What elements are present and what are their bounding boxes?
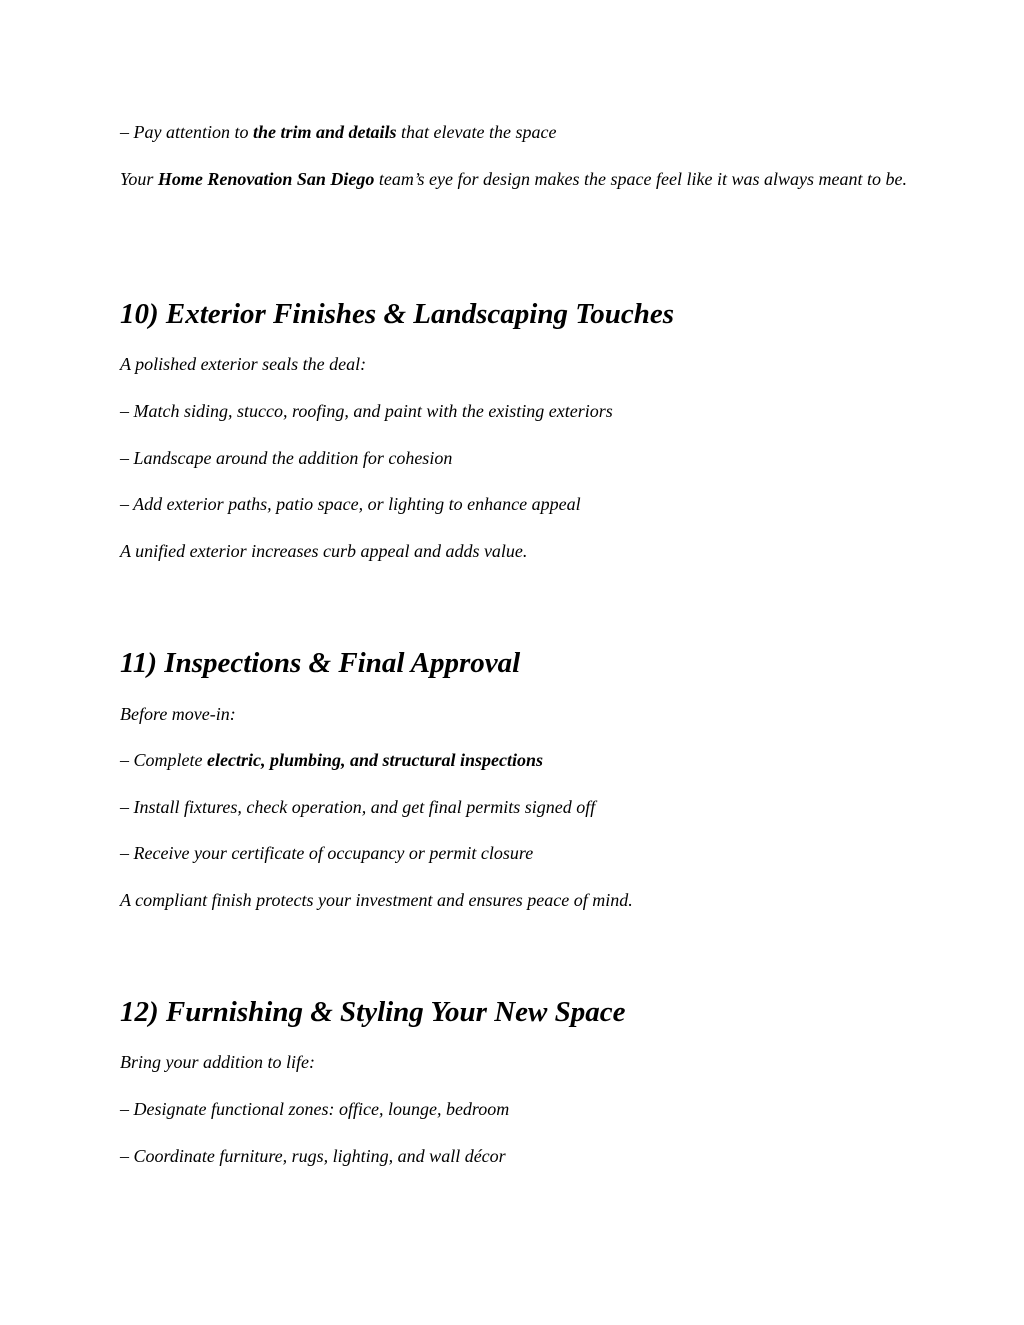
section-12-item-2: – Coordinate furniture, rugs, lighting, and wall décor	[120, 1146, 506, 1166]
section-10-heading: 10) Exterior Finishes & Landscaping Touches	[120, 298, 675, 330]
section-11-item-2: – Install fixtures, check operation, and get final permits signed off	[120, 797, 596, 817]
trim-details-bullet	[120, 121, 920, 144]
section-12-heading: 12) Furnishing & Styling Your New Space	[120, 996, 626, 1028]
team-bold-text: Home Renovation San Diego	[157, 169, 375, 189]
trim-bold-text: the trim and details	[252, 122, 397, 142]
inspection-bold-text: electric, plumbing, and structural inspections	[207, 750, 544, 770]
section-10-item-2: – Landscape around the addition for cohesion	[120, 448, 453, 468]
inspection-prefix: – Complete	[120, 750, 207, 770]
trim-suffix: that elevate the space	[396, 122, 557, 142]
section-12-lead: Bring your addition to life:	[120, 1052, 315, 1072]
section-10-item-3: – Add exterior paths, patio space, or lighting to enhance appeal	[120, 494, 581, 514]
section-11-closing: A compliant finish protects your investment and ensures peace of mind.	[120, 890, 633, 910]
section-11-item-1	[120, 749, 920, 772]
team-design-paragraph	[120, 168, 910, 191]
section-11-lead: Before move-in:	[120, 704, 236, 724]
section-10-closing: A unified exterior increases curb appeal and adds value.	[120, 541, 528, 561]
section-11-item-3: – Receive your certificate of occupancy or permit closure	[120, 843, 534, 863]
team-prefix: Your	[120, 169, 158, 189]
team-suffix: team’s eye for design makes the space feel like it was always meant to be.	[374, 169, 907, 189]
section-11-heading: 11) Inspections & Final Approval	[120, 647, 521, 679]
trim-prefix: – Pay attention to	[120, 122, 253, 142]
section-12-item-1: – Designate functional zones: office, lounge, bedroom	[120, 1099, 510, 1119]
section-10-item-1: – Match siding, stucco, roofing, and paint with the existing exteriors	[120, 401, 613, 421]
section-10-lead: A polished exterior seals the deal:	[120, 354, 367, 374]
